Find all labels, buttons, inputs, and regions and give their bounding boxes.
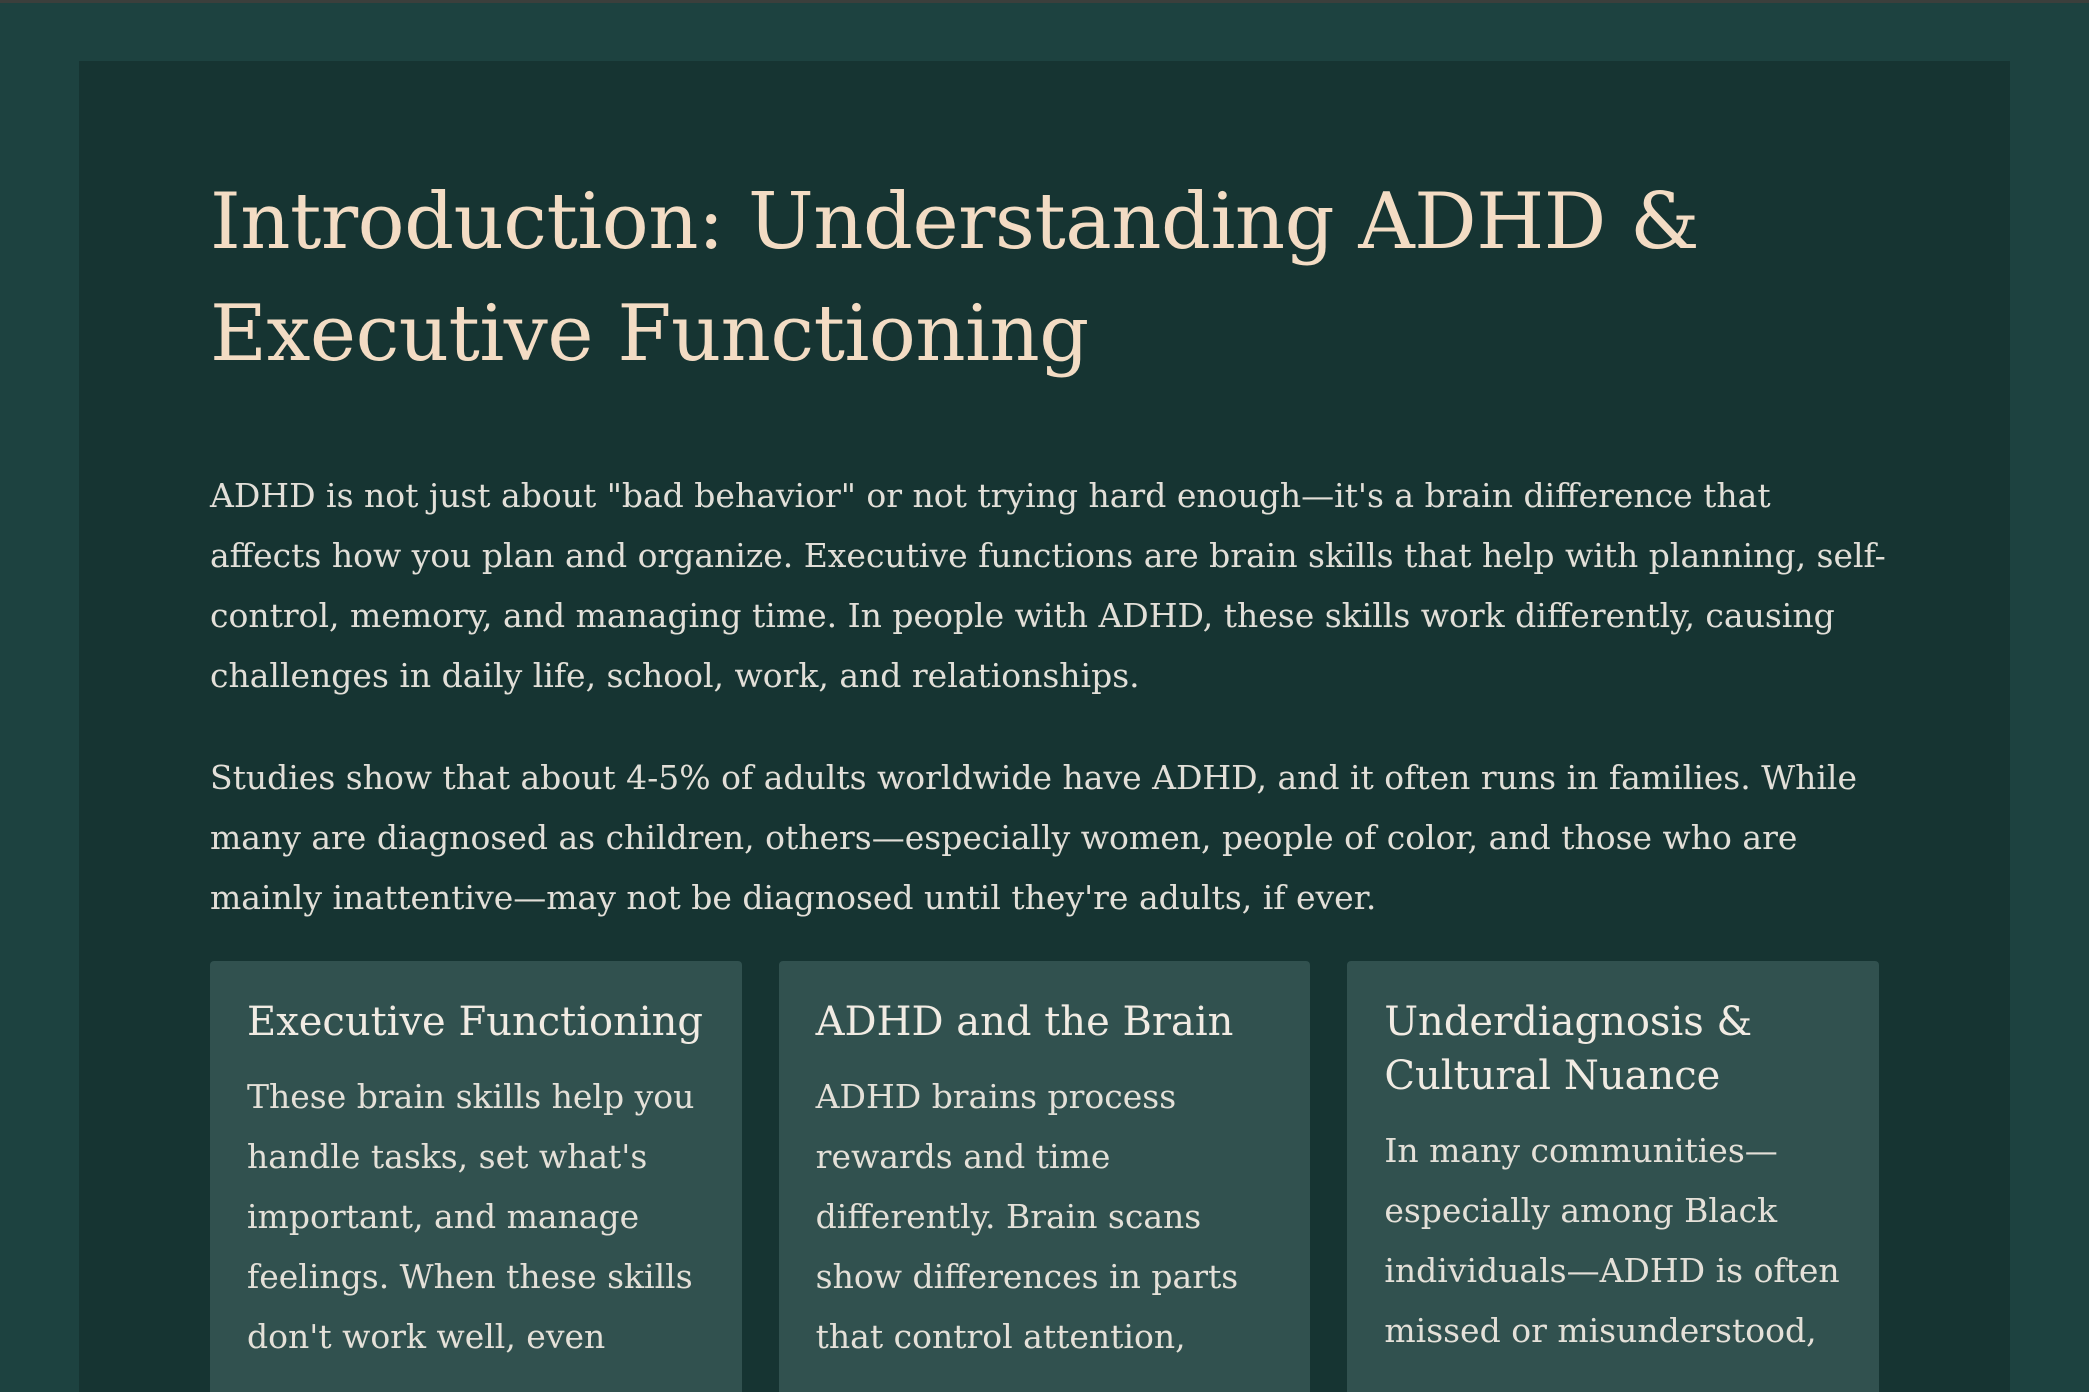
card-adhd-and-the-brain	[779, 961, 1311, 1392]
main-content	[210, 61, 1890, 928]
card-body: In many communities—especially among Black individuals—ADHD is often missed or misunderstood,	[1384, 1131, 1840, 1350]
intro-paragraph-2: Studies show that about 4-5% of adults worldwide have ADHD, and it often runs in families. While many are diagnosed as children, others—especially women, people of color, and those who are mainly inattentive—may not be diagnosed until they're adults, if ever.	[210, 758, 1858, 917]
page-card	[79, 61, 2010, 1392]
card-title: Executive Functioning	[247, 999, 703, 1045]
card-title: Underdiagnosis & Cultural Nuance	[1384, 999, 1753, 1099]
card-underdiagnosis	[1347, 961, 1879, 1392]
card-row	[210, 961, 1879, 1392]
page-title: Introduction: Understanding ADHD & Executive Functioning	[210, 177, 1699, 379]
intro-paragraph-1: ADHD is not just about "bad behavior" or not trying hard enough—it's a brain difference that affects how you plan and organize. Executive functions are brain skills that help with planning, self-control, memory, and managing time. In people with ADHD, these skills work differently, causing challenges in daily life, school, work, and relationships.	[210, 476, 1886, 695]
card-body: These brain skills help you handle tasks, set what's important, and manage feelings. When these skills don't work well, even	[247, 1077, 695, 1356]
card-executive-functioning	[210, 961, 742, 1392]
card-body: ADHD brains process rewards and time differently. Brain scans show differences in parts that control attention,	[815, 1077, 1239, 1356]
card-title: ADHD and the Brain	[815, 999, 1234, 1045]
